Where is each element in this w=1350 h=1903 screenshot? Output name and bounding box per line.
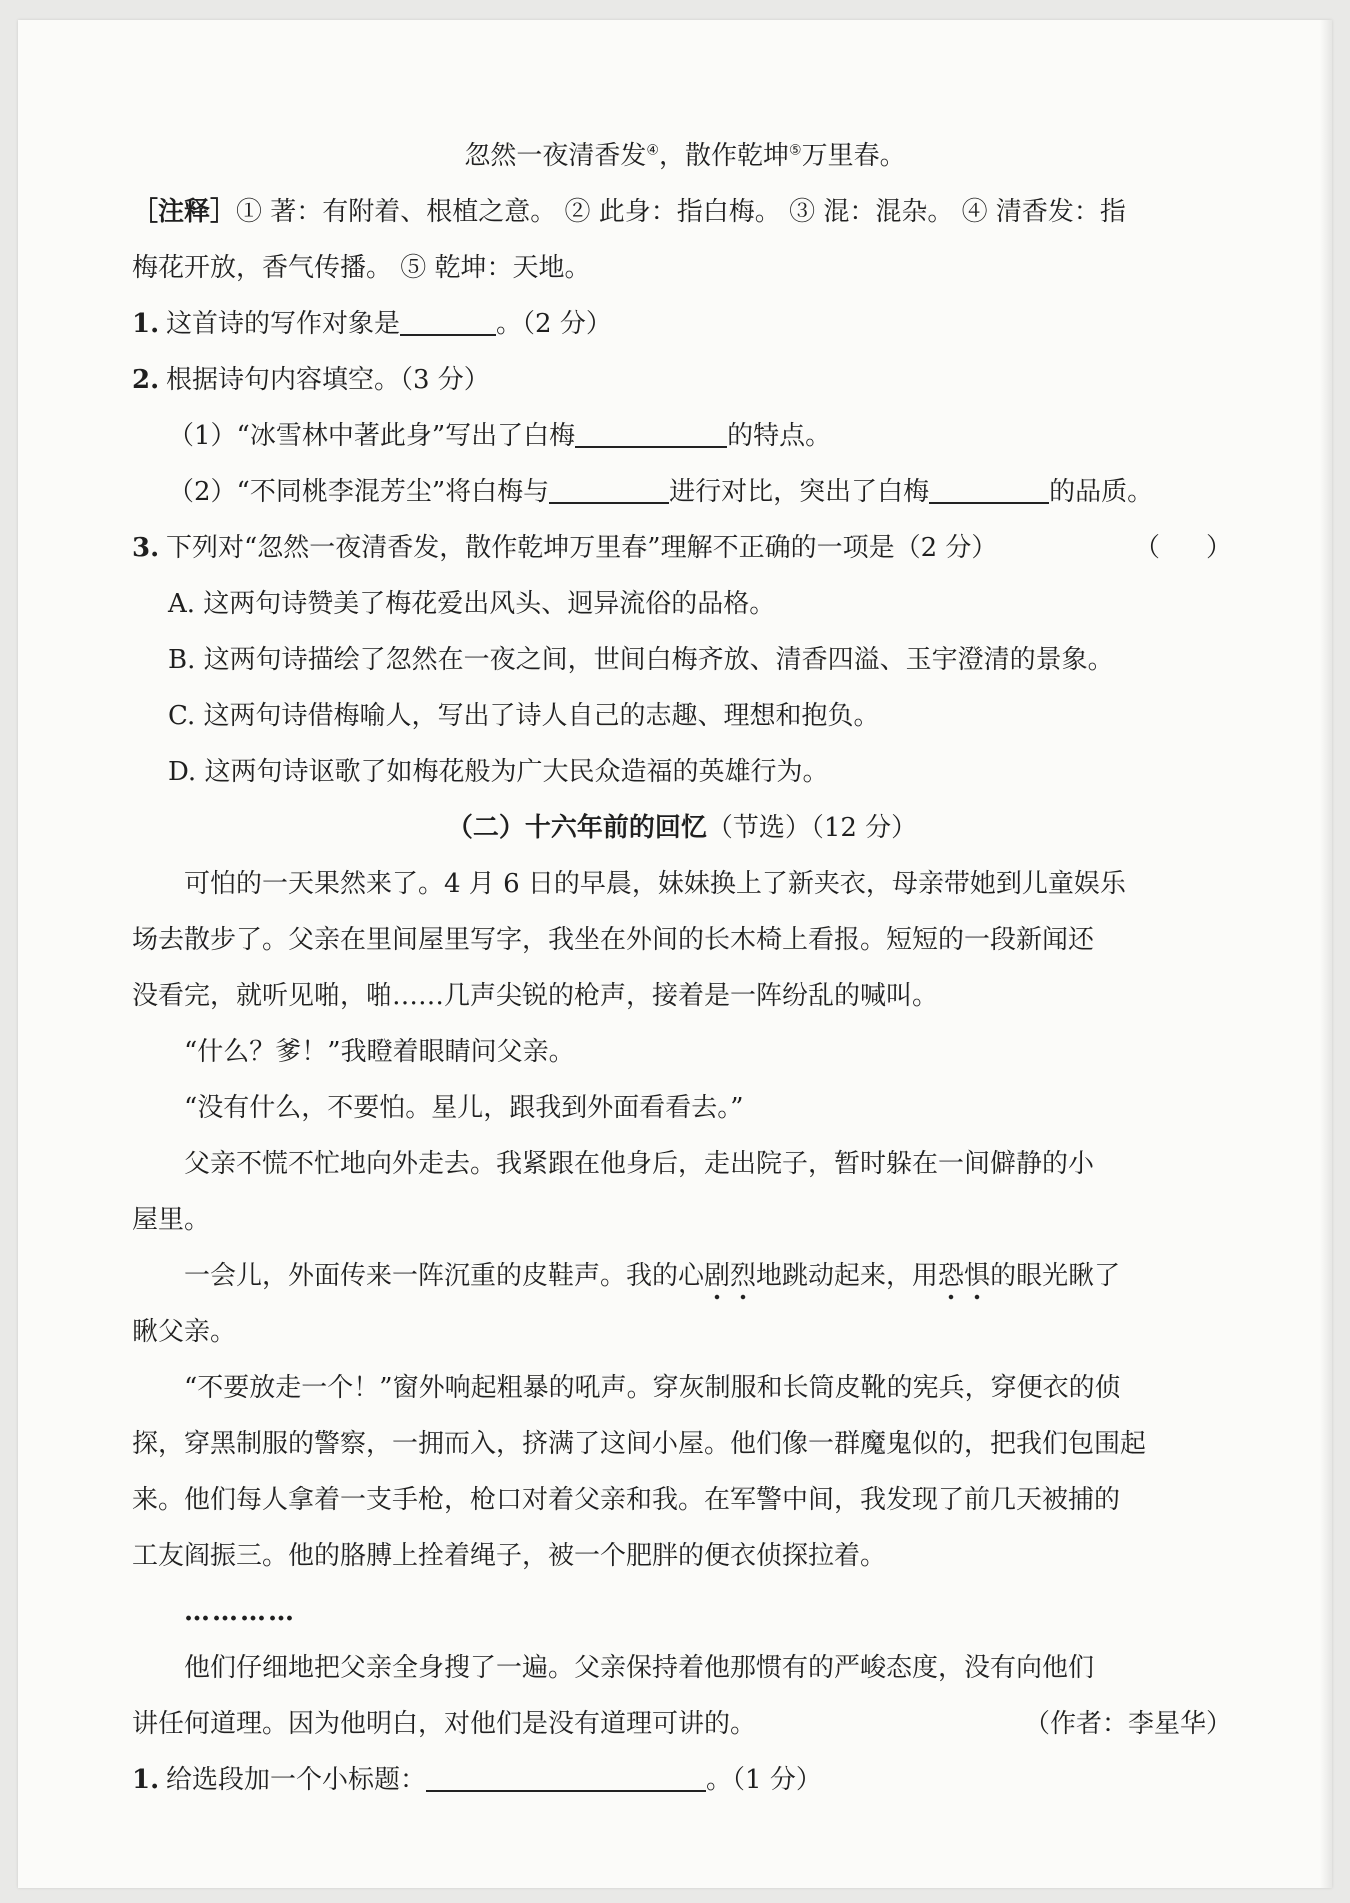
question-2-sub-1: [132, 408, 1232, 464]
sub-question-text: （2）“不同桃李混芳尘”将白梅与: [168, 477, 550, 507]
question-text: 这首诗的写作对象是: [166, 309, 401, 339]
omission-marks: [132, 1584, 1232, 1640]
emphasized-word: 恐惧: [938, 1261, 990, 1301]
passage-text: 瞅父亲。: [132, 1317, 237, 1347]
passage-line: [132, 1472, 1232, 1528]
sub-question-text-middle: 进行对比，突出了白梅: [669, 477, 930, 507]
option-c[interactable]: [132, 688, 1232, 744]
poem-text-2: ，散作乾坤: [658, 141, 789, 171]
notes-line-2: [132, 240, 1232, 296]
passage-text: 的眼光瞅了: [990, 1261, 1121, 1291]
passage-line: [132, 968, 1232, 1024]
passage-text: 没看完，就听见啪，啪……几声尖锐的枪声，接着是一阵纷乱的喊叫。: [132, 981, 939, 1011]
answer-blank[interactable]: [400, 304, 496, 336]
passage-text: 探，穿黑制服的警察，一拥而入，挤满了这间小屋。他们像一群魔鬼似的，把我们包围起: [132, 1429, 1147, 1459]
answer-parentheses[interactable]: [1134, 520, 1232, 576]
worksheet-content: [132, 128, 1232, 1808]
answer-blank[interactable]: [426, 1760, 706, 1792]
question-text: 根据诗句内容填空。（3 分）: [166, 365, 490, 395]
passage-text: 他们仔细地把父亲全身搜了一遍。父亲保持着他那惯有的严峻态度，没有向他们: [184, 1653, 1095, 1683]
question-number: 2.: [132, 365, 160, 395]
sub-question-text: （1）“冰雪林中著此身”写出了白梅: [168, 421, 576, 451]
question-score: 。（2 分）: [496, 309, 612, 339]
author-credit: （作者：李星华）: [1023, 1709, 1232, 1739]
question-text: 给选段加一个小标题：: [166, 1765, 427, 1795]
answer-blank[interactable]: [549, 472, 669, 504]
footnote-marker-4: ④: [646, 142, 659, 159]
passage-line: [132, 1304, 1232, 1360]
passage-text: 屋里。: [132, 1205, 211, 1235]
question-number: 3.: [132, 533, 160, 563]
question-3: [132, 520, 1232, 576]
passage-text: 一会儿，外面传来一阵沉重的皮鞋声。我的心: [184, 1261, 705, 1291]
poem-last-line: [132, 128, 1232, 184]
passage-line: [132, 1528, 1232, 1584]
passage-text: “没有什么，不要怕。星儿，跟我到外面看看去。”: [184, 1093, 744, 1123]
footnote-marker-5: ⑤: [789, 142, 802, 159]
passage-text: “不要放走一个！”窗外响起粗暴的吼声。穿灰制服和长筒皮靴的宪兵，穿便衣的侦: [184, 1373, 1121, 1403]
passage-line: [132, 1136, 1232, 1192]
page-edge-shadow: [1320, 20, 1332, 1888]
option-text: D. 这两句诗讴歌了如梅花般为广大民众造福的英雄行为。: [168, 757, 829, 787]
ellipsis: …………: [184, 1597, 296, 1627]
option-b[interactable]: [132, 632, 1232, 688]
question-score: 。（1 分）: [706, 1765, 822, 1795]
question-2: [132, 352, 1232, 408]
sub-question-text-end: 的品质。: [1049, 477, 1154, 507]
poem-text-1: 忽然一夜清香发: [464, 141, 647, 171]
worksheet-page: [18, 20, 1332, 1888]
passage-text: 可怕的一天果然来了。4 月 6 日的早晨，妹妹换上了新夹衣，母亲带她到儿童娱乐: [184, 869, 1126, 899]
question-1: [132, 296, 1232, 352]
passage-line: [132, 1640, 1232, 1696]
passage-line: [132, 912, 1232, 968]
option-text: C. 这两句诗借梅喻人，写出了诗人自己的志趣、理想和抱负。: [168, 701, 880, 731]
question-number: 1.: [132, 309, 160, 339]
section-title-main: （二）十六年前的回忆: [446, 813, 707, 843]
question-text: 下列对“忽然一夜清香发，散作乾坤万里春”理解不正确的一项是（2 分）: [166, 533, 998, 563]
answer-blank[interactable]: [575, 416, 727, 448]
passage-line: [132, 1416, 1232, 1472]
passage-question-1: [132, 1752, 1232, 1808]
passage-text: 来。他们每人拿着一支手枪，枪口对着父亲和我。在军警中间，我发现了前几天被捕的: [132, 1485, 1121, 1515]
notes-label: ［注释］: [132, 197, 237, 227]
passage-text: 工友阎振三。他的胳膊上拴着绳子，被一个肥胖的便衣侦探拉着。: [132, 1541, 887, 1571]
paren-right: ）: [1205, 533, 1232, 563]
option-a[interactable]: [132, 576, 1232, 632]
sub-question-text-end: 的特点。: [727, 421, 832, 451]
option-d[interactable]: [132, 744, 1232, 800]
section-title-suffix: （节选）（12 分）: [706, 813, 918, 843]
option-text: A. 这两句诗赞美了梅花爱出风头、迥异流俗的品格。: [168, 589, 776, 619]
notes-line-1: [132, 184, 1232, 240]
passage-line: [132, 1248, 1232, 1304]
notes-text-1: ① 著：有附着、根植之意。 ② 此身：指白梅。 ③ 混：混杂。 ④ 清香发：指: [236, 197, 1126, 227]
passage-text: 地跳动起来，用: [756, 1261, 939, 1291]
paren-left: （: [1133, 533, 1160, 563]
notes-text-2: 梅花开放，香气传播。 ⑤ 乾坤：天地。: [132, 253, 591, 283]
passage-line: [132, 1360, 1232, 1416]
passage-text: 场去散步了。父亲在里间屋里写字，我坐在外间的长木椅上看报。短短的一段新闻还: [132, 925, 1095, 955]
question-number: 1.: [132, 1765, 160, 1795]
emphasized-word: 剧烈: [704, 1261, 756, 1301]
passage-line: [132, 1080, 1232, 1136]
poem-text-3: 万里春。: [801, 141, 906, 171]
passage-text: 讲任何道理。因为他明白，对他们是没有道理可讲的。: [132, 1709, 757, 1739]
passage-line: [132, 1696, 1232, 1752]
answer-blank[interactable]: [929, 472, 1049, 504]
passage-text: 父亲不慌不忙地向外走去。我紧跟在他身后，走出院子，暂时躲在一间僻静的小: [184, 1149, 1095, 1179]
passage-text: “什么？爹！”我瞪着眼睛问父亲。: [184, 1037, 575, 1067]
passage-line: [132, 1192, 1232, 1248]
passage-line: [132, 1024, 1232, 1080]
section-title: [132, 800, 1232, 856]
option-text: B. 这两句诗描绘了忽然在一夜之间，世间白梅齐放、清香四溢、玉宇澄清的景象。: [168, 645, 1114, 675]
question-2-sub-2: [132, 464, 1232, 520]
passage-line: [132, 856, 1232, 912]
